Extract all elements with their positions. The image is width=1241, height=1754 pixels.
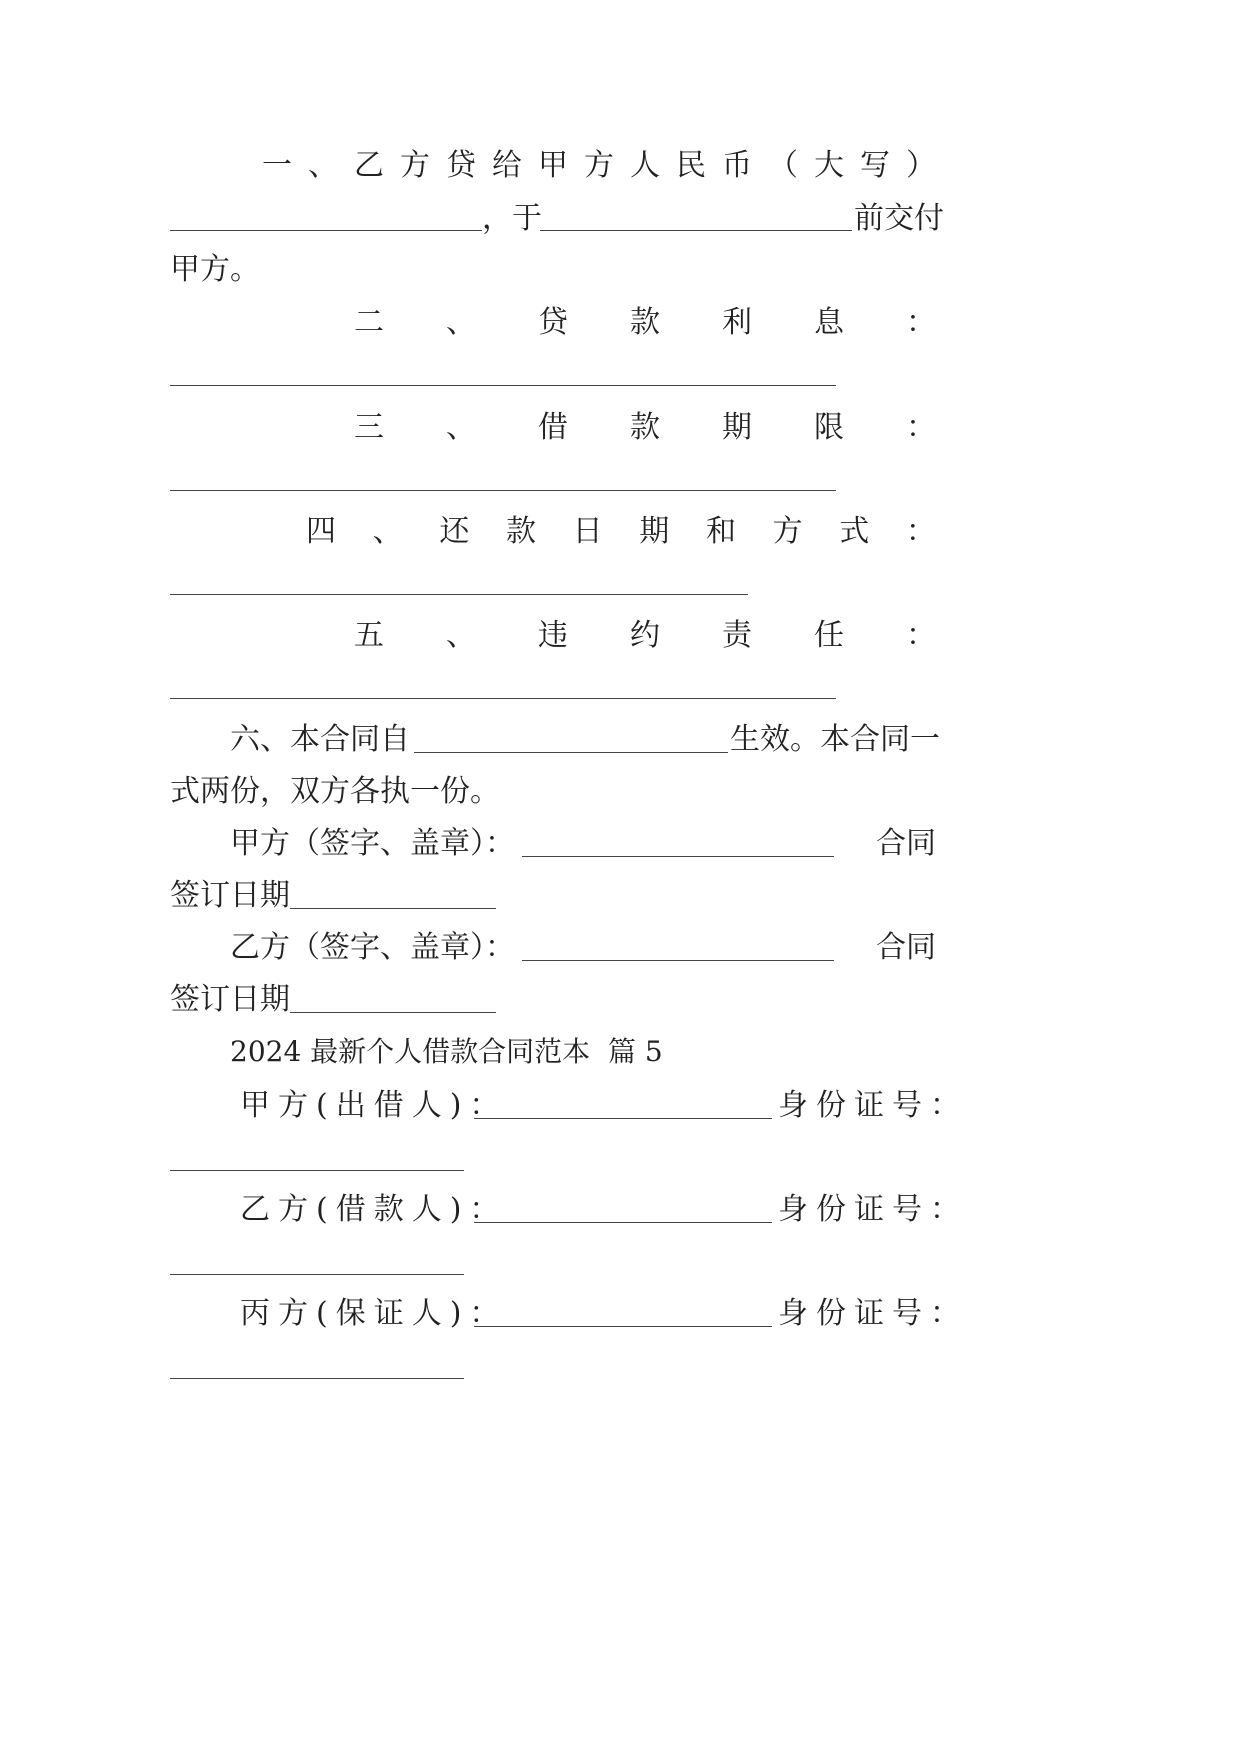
loan-term-blank[interactable] — [170, 490, 836, 491]
clause4-char: 四 — [306, 514, 336, 549]
lender-label: 甲方(出借人)： — [240, 1088, 508, 1123]
clause4-char: 款 — [505, 514, 536, 549]
clause4-char: ： — [905, 514, 936, 549]
party-a-signature-label: 甲方（签字、盖章）： — [230, 826, 515, 861]
clause1-char: 乙 — [354, 148, 384, 183]
borrower-label: 乙方(借款人)： — [240, 1192, 508, 1227]
clause-1-tail: 前交付 — [854, 201, 944, 236]
clause-4-heading — [306, 512, 936, 552]
clause5-char: 约 — [630, 618, 660, 653]
clause4-char: 、 — [372, 514, 403, 549]
guarantor-name-blank[interactable] — [474, 1326, 772, 1327]
interest-blank[interactable] — [170, 385, 836, 386]
breach-blank[interactable] — [170, 698, 836, 699]
clause1-char: 币 — [722, 148, 752, 183]
borrower-id-label: 身份证号： — [778, 1192, 968, 1227]
clause2-char: ： — [906, 305, 936, 340]
clause3-char: 限 — [814, 410, 844, 445]
clause-1-line-1 — [262, 146, 936, 186]
clause5-char: 责 — [722, 618, 752, 653]
section-heading: 2024 最新个人借款合同范本 篇 5 — [230, 1035, 663, 1068]
borrower-name-blank[interactable] — [474, 1222, 772, 1223]
clause1-char: ） — [906, 148, 936, 183]
clause1-char: 给 — [492, 148, 522, 183]
lender-id-blank[interactable] — [170, 1170, 464, 1171]
party-a-sign-date-blank[interactable] — [290, 908, 496, 909]
clause4-char: 式 — [839, 514, 870, 549]
clause3-char: 款 — [630, 410, 660, 445]
lender-name-blank[interactable] — [474, 1118, 772, 1119]
clause-2-heading — [354, 303, 936, 343]
clause-6-tail: 生效。本合同一 — [730, 722, 940, 757]
effective-date-blank[interactable] — [414, 752, 728, 753]
clause4-char: 还 — [439, 514, 470, 549]
clause3-char: ： — [906, 410, 936, 445]
party-b-sign-date-label: 签订日期 — [170, 982, 290, 1017]
clause3-char: 、 — [446, 410, 476, 445]
clause-6-line-2: 式两份，双方各执一份。 — [170, 774, 500, 809]
party-a-sign-date-label: 签订日期 — [170, 878, 290, 913]
clause4-char: 方 — [772, 514, 803, 549]
delivery-date-blank[interactable] — [540, 230, 852, 231]
clause3-char: 期 — [722, 410, 752, 445]
clause1-char: 方 — [400, 148, 430, 183]
clause2-char: 息 — [814, 305, 844, 340]
clause2-char: 利 — [722, 305, 752, 340]
clause2-char: 贷 — [538, 305, 568, 340]
clause1-char: 写 — [860, 148, 890, 183]
clause3-char: 借 — [538, 410, 568, 445]
clause1-char: 大 — [814, 148, 844, 183]
guarantor-label: 丙方(保证人)： — [240, 1296, 508, 1331]
clause1-char: 贷 — [446, 148, 476, 183]
clause-6-lead: 六、本合同自 — [230, 722, 410, 757]
clause4-char: 日 — [572, 514, 603, 549]
clause1-char: 甲 — [538, 148, 568, 183]
clause2-char: 、 — [446, 305, 476, 340]
party-b-sign-date-blank[interactable] — [290, 1012, 496, 1013]
clause1-char: 人 — [630, 148, 660, 183]
clause2-char: 款 — [630, 305, 660, 340]
clause-1-separator: ，于 — [482, 201, 542, 236]
clause-1-line-3: 甲方。 — [170, 252, 260, 287]
clause2-char: 二 — [354, 305, 384, 340]
repayment-blank[interactable] — [170, 594, 748, 595]
clause4-char: 和 — [705, 514, 736, 549]
clause1-char: 方 — [584, 148, 614, 183]
clause1-char: 民 — [676, 148, 706, 183]
party-b-signature-blank[interactable] — [522, 960, 834, 961]
party-a-signature-blank[interactable] — [522, 856, 834, 857]
clause1-char: （ — [768, 148, 798, 183]
clause5-char: ： — [906, 618, 936, 653]
clause-3-heading — [354, 408, 936, 448]
clause-5-heading — [354, 616, 936, 656]
lender-id-label: 身份证号： — [778, 1088, 968, 1123]
clause4-char: 期 — [639, 514, 670, 549]
guarantor-id-label: 身份证号： — [778, 1296, 968, 1331]
clause3-char: 三 — [354, 410, 384, 445]
clause5-char: 、 — [446, 618, 476, 653]
clause1-char: 一 — [262, 148, 292, 183]
clause5-char: 违 — [538, 618, 568, 653]
borrower-id-blank[interactable] — [170, 1274, 464, 1275]
clause5-char: 五 — [354, 618, 384, 653]
party-b-signature-label: 乙方（签字、盖章）： — [230, 930, 515, 965]
party-b-contract-label: 合同 — [876, 930, 936, 965]
clause5-char: 任 — [814, 618, 844, 653]
guarantor-id-blank[interactable] — [170, 1378, 464, 1379]
party-a-contract-label: 合同 — [876, 826, 936, 861]
clause1-char: 、 — [308, 148, 338, 183]
loan-amount-blank[interactable] — [170, 230, 482, 231]
